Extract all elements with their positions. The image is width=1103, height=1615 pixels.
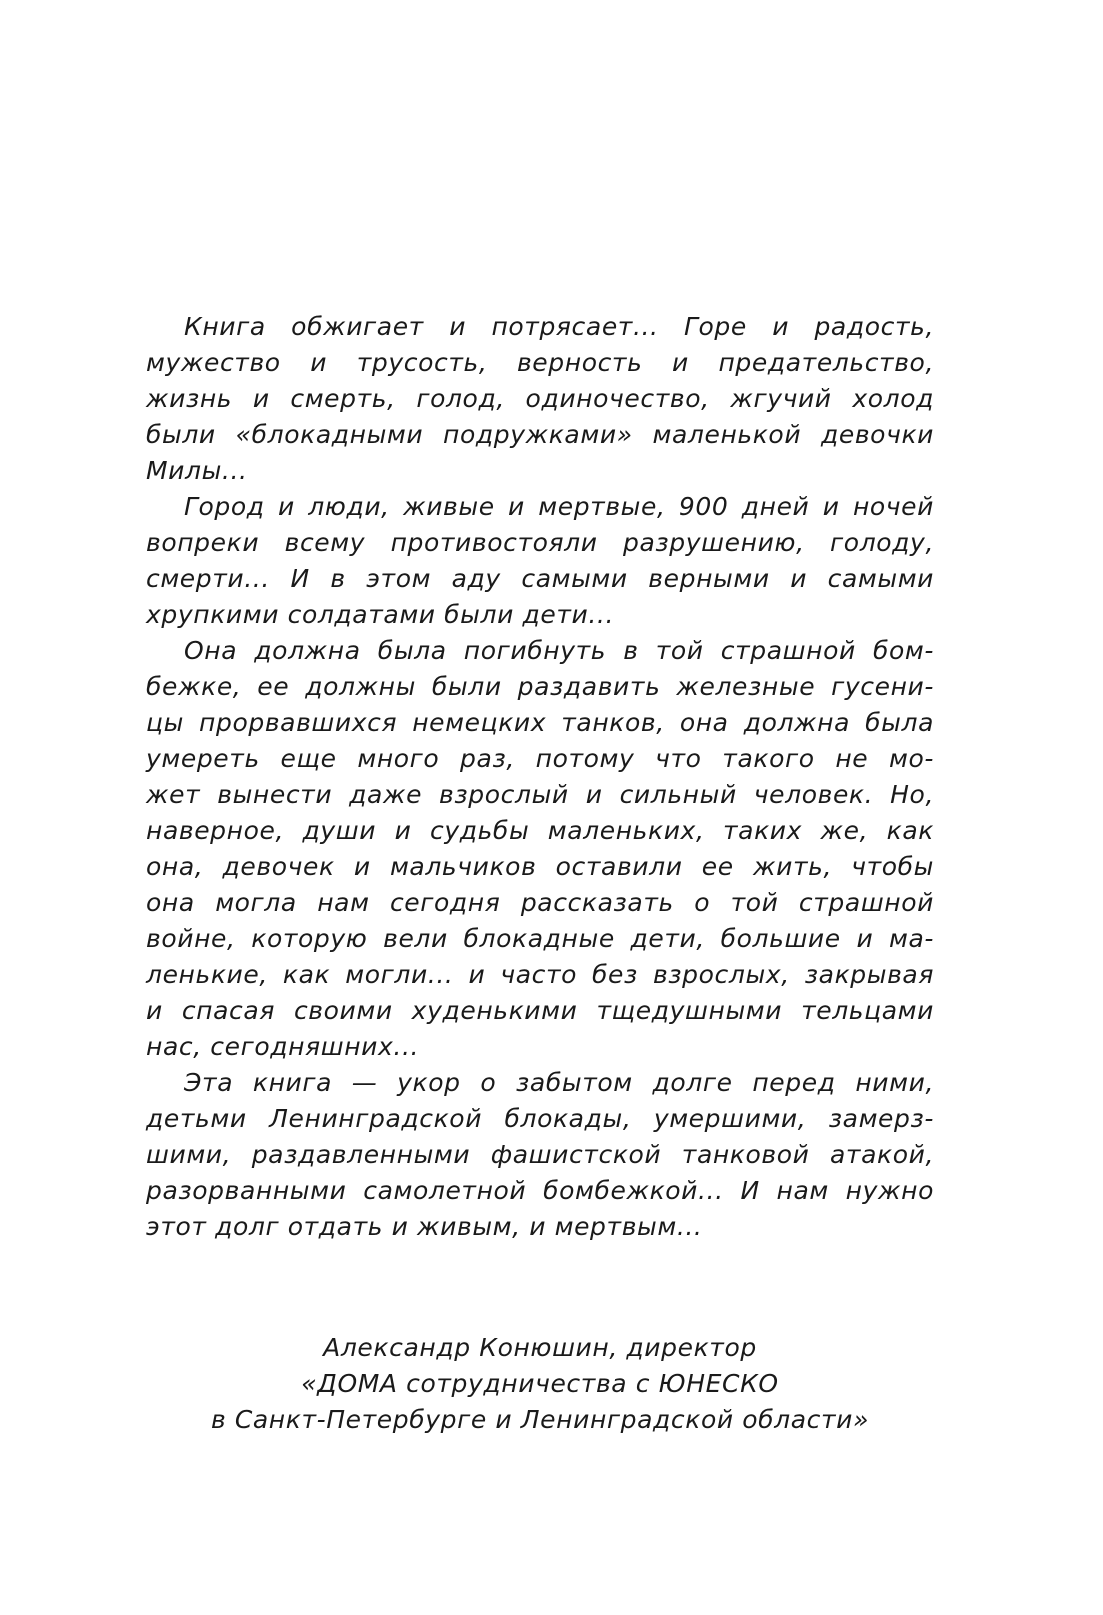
paragraph-line: мужество и трусость, верность и предательство,: [146, 348, 934, 377]
paragraph-line: наверное, души и судьбы маленьких, таких же, как: [146, 816, 934, 845]
paragraph-line: детьми Ленинградской блокады, умершими, замерз-: [146, 1104, 934, 1133]
paragraph-line: и спасая своими худенькими тщедушными тельцами: [146, 996, 934, 1025]
paragraph-line: жет вынести даже взрослый и сильный человек. Но,: [146, 780, 934, 809]
paragraph-line: ленькие, как могли... и часто без взрослых, закрывая: [146, 960, 934, 989]
signature-block: [150, 1330, 930, 1438]
signature-organization: «ДОМА сотрудничества с ЮНЕСКО: [301, 1369, 779, 1398]
paragraph-line: Книга обжигает и потрясает... Горе и радость,: [184, 312, 934, 341]
paragraph-line: нас, сегодняшних...: [146, 1032, 420, 1061]
paragraph-line: Город и люди, живые и мертвые, 900 дней и ночей: [184, 492, 934, 521]
paragraph-line: Эта книга — укор о забытом долге перед ними,: [184, 1068, 934, 1097]
paragraph-line: она, девочек и мальчиков оставили ее жить, чтобы: [146, 852, 934, 881]
paragraph-line: жизнь и смерть, голод, одиночество, жгучий холод: [146, 384, 934, 413]
paragraph-line: она могла нам сегодня рассказать о той страшной: [146, 888, 934, 917]
signature-author: Александр Конюшин, директор: [323, 1333, 757, 1362]
paragraph-line: бежке, ее должны были раздавить железные гусени-: [146, 672, 934, 701]
paragraph-line: Милы...: [146, 456, 248, 485]
paragraph-line: разорванными самолетной бомбежкой... И нам нужно: [146, 1176, 934, 1205]
paragraph-line: хрупкими солдатами были дети...: [146, 600, 615, 629]
paragraph-line: Она должна была погибнуть в той страшной бом-: [184, 636, 934, 665]
signature-location: в Санкт-Петербурге и Ленинградской области»: [210, 1405, 870, 1434]
paragraph-line: шими, раздавленными фашистской танковой атакой,: [146, 1140, 934, 1169]
paragraph-line: были «блокадными подружками» маленькой девочки: [146, 420, 934, 449]
paragraph-line: смерти... И в этом аду самыми верными и самыми: [146, 564, 934, 593]
paragraph-line: вопреки всему противостояли разрушению, голоду,: [146, 528, 934, 557]
paragraph-line: этот долг отдать и живым, и мертвым...: [146, 1212, 703, 1241]
foreword-text: [146, 309, 934, 1245]
paragraph-line: войне, которую вели блокадные дети, большие и ма-: [146, 924, 934, 953]
paragraph-line: цы прорвавшихся немецких танков, она должна была: [146, 708, 934, 737]
paragraph-line: умереть еще много раз, потому что такого не мо-: [146, 744, 934, 773]
